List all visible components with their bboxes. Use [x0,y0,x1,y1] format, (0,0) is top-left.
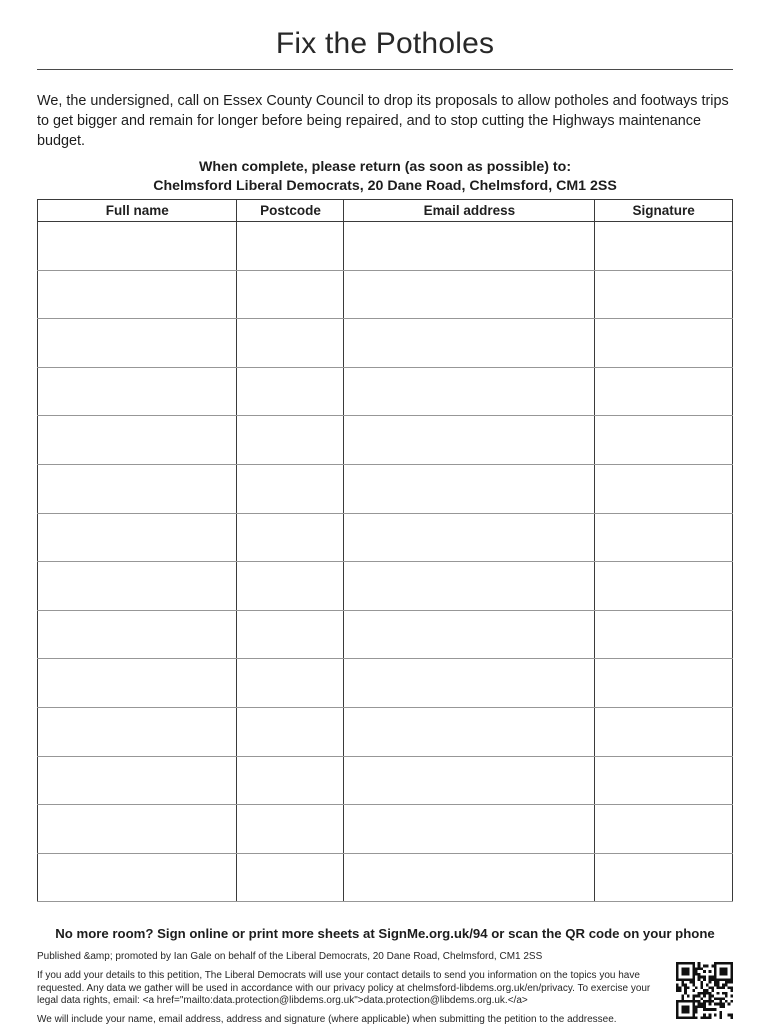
signature-row [38,464,733,513]
empty-cell-postcode [237,367,344,416]
empty-cell-signature [595,270,733,319]
empty-cell-signature [595,756,733,805]
empty-cell-email [344,562,595,611]
empty-cell-email [344,610,595,659]
petition-statement: We, the undersigned, call on Essex County Council to drop its proposals to allow potholes and footways trips to get bigger and remain for longer before being repaired, and to stop cutting the Highways maintenance budget. [37,93,729,149]
signature-row [38,319,733,368]
qr-code [676,962,733,1019]
empty-cell-postcode [237,756,344,805]
empty-cell-postcode [237,464,344,513]
empty-cell-email [344,464,595,513]
empty-cell-signature [595,367,733,416]
empty-cell-full-name [38,707,237,756]
empty-cell-email [344,270,595,319]
signature-row [38,756,733,805]
empty-cell-full-name [38,659,237,708]
empty-cell-signature [595,562,733,611]
return-instruction: When complete, please return (as soon as possible) to: [198,159,572,175]
empty-cell-full-name [38,222,237,271]
signature-row [38,513,733,562]
empty-cell-email [344,805,595,854]
signature-table [37,199,733,902]
signature-row [38,610,733,659]
empty-cell-postcode [237,562,344,611]
empty-cell-email [344,319,595,368]
empty-cell-postcode [237,270,344,319]
empty-cell-signature [595,513,733,562]
empty-cell-signature [595,853,733,902]
empty-cell-email [344,707,595,756]
table-body [38,222,733,902]
empty-cell-email [344,513,595,562]
empty-cell-postcode [237,805,344,854]
signature-row [38,270,733,319]
column-header-signature: Signature [595,200,733,222]
empty-cell-postcode [237,853,344,902]
signature-row [38,853,733,902]
signature-row [38,416,733,465]
empty-cell-full-name [38,513,237,562]
signature-row [38,222,733,271]
signature-row [38,707,733,756]
empty-cell-signature [595,222,733,271]
empty-cell-postcode [237,222,344,271]
empty-cell-full-name [38,464,237,513]
footer [37,951,733,1024]
privacy-paragraph: If you add your details to this petition, The Liberal Democrats will use your contact details to send you information on the topics you have requested. Any data we gather will be used in accordance with our privacy policy at chelmsford-libdems.org.uk/en/privacy. To exercise your legal data rights, email: <a href="mailto:data.protection@libdems.org.uk">data.protection@libdems.org.uk.</a> [37,969,651,1007]
column-header-full-name: Full name [38,200,237,222]
empty-cell-email [344,853,595,902]
inclusion-note: We will include your name, email address, address and signature (where applicable) when submitting the petition to the addressee. [37,1013,617,1024]
empty-cell-postcode [237,416,344,465]
empty-cell-signature [595,319,733,368]
empty-cell-signature [595,659,733,708]
sign-online-note: No more room? Sign online or print more sheets at SignMe.org.uk/94 or scan the QR code on your phone [55,926,715,942]
title-divider [37,69,733,70]
empty-cell-full-name [38,562,237,611]
empty-cell-signature [595,464,733,513]
empty-cell-postcode [237,659,344,708]
signature-row [38,659,733,708]
signature-row [38,562,733,611]
empty-cell-signature [595,610,733,659]
signature-row [38,805,733,854]
fine-print-block [37,951,659,1024]
imprint-line: Published &amp; promoted by Ian Gale on behalf of the Liberal Democrats, 20 Dane Road, Chelmsford, CM1 2SS [37,951,543,963]
empty-cell-full-name [38,367,237,416]
empty-cell-full-name [38,610,237,659]
empty-cell-full-name [38,805,237,854]
empty-cell-postcode [237,319,344,368]
empty-cell-email [344,416,595,465]
empty-cell-full-name [38,853,237,902]
column-header-postcode: Postcode [237,200,344,222]
empty-cell-signature [595,805,733,854]
empty-cell-postcode [237,513,344,562]
empty-cell-email [344,367,595,416]
empty-cell-postcode [237,707,344,756]
page-title: Fix the Potholes [275,27,495,60]
column-header-email: Email address [344,200,595,222]
empty-cell-full-name [38,756,237,805]
table-header-row [38,200,733,222]
signature-row [38,367,733,416]
empty-cell-signature [595,707,733,756]
empty-cell-email [344,756,595,805]
empty-cell-full-name [38,319,237,368]
empty-cell-email [344,659,595,708]
empty-cell-email [344,222,595,271]
empty-cell-signature [595,416,733,465]
empty-cell-full-name [38,416,237,465]
empty-cell-postcode [237,610,344,659]
return-address: Chelmsford Liberal Democrats, 20 Dane Road, Chelmsford, CM1 2SS [153,177,617,194]
return-instructions-block [37,158,733,195]
empty-cell-full-name [38,270,237,319]
